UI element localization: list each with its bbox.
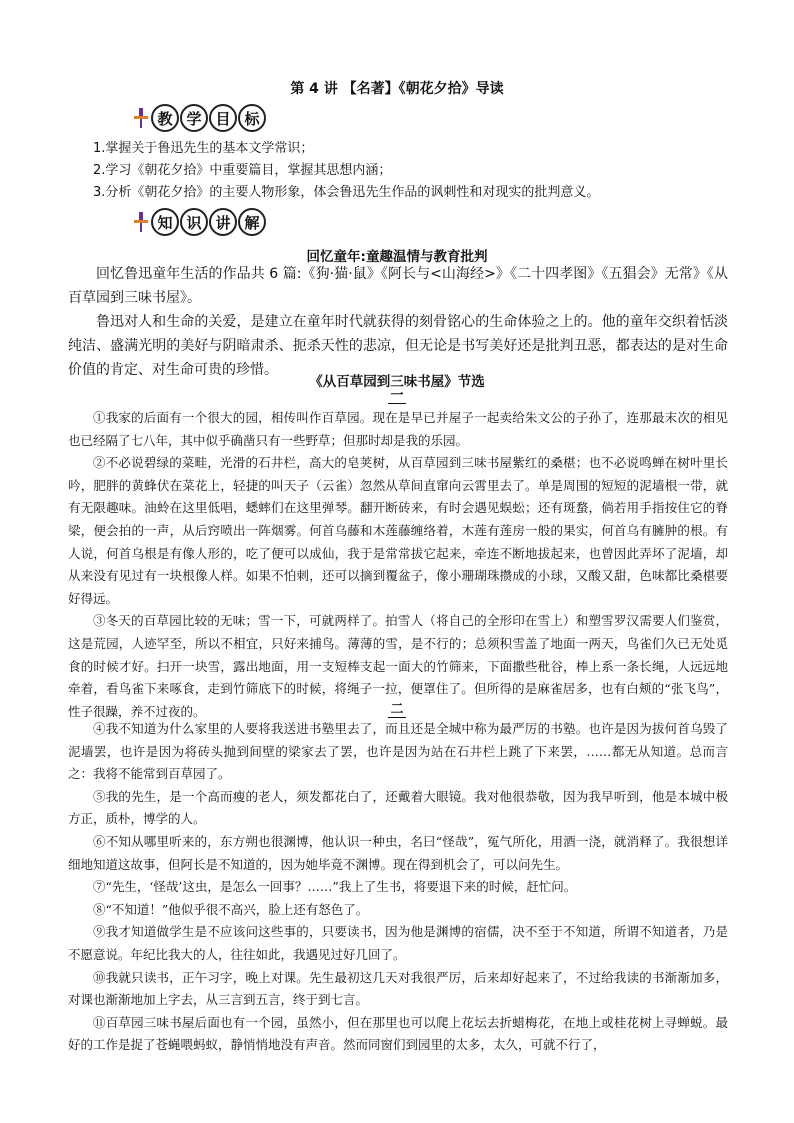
lecture-title: 第 4 讲 【名著】《朝花夕拾》导读: [290, 81, 504, 97]
excerpt-paragraph: ⑩我就只读书，正午习字，晚上对课。先生最初这几天对我很严厉，后来却好起来了，不过给我读的书渐渐加多，对课也渐渐地加上字去，从三言到五言，终于到七言。: [68, 969, 728, 1008]
excerpt-part-two: [68, 718, 728, 1057]
excerpt-paragraph: ⑥不知从哪里听来的，东方朔也很渊博，他认识一种虫，名曰“怪哉”，冤气所化，用酒一浇，就消释了。我很想详细地知道这故事，但阿长是不知道的，因为她毕竟不渊博。现在得到机会了，可以问先生。: [68, 833, 728, 872]
objective-item: 3.分析《朝花夕拾》的主要人物形象，体会鲁迅先生作品的讽刺性和对现实的批判意义。: [93, 185, 600, 200]
banner-char: 教: [151, 104, 179, 132]
objective-item: 2.学习《朝花夕拾》中重要篇目，掌握其思想内涵；: [93, 163, 392, 178]
intro-paragraph: 回忆鲁迅童年生活的作品共 6 篇:《狗·猫·鼠》《阿长与<山海经>》《二十四孝图》《五猖会》无常》《从百草园到三味书屋》。: [68, 266, 728, 306]
banner-knowledge: [134, 207, 267, 237]
excerpt-paragraph: ③冬天的百草园比较的无味；雪一下，可就两样了。拍雪人（将自己的全形印在雪上）和塑雪罗汉需要人们鉴赏，这是荒园，人迹罕至，所以不相宜，只好来捕鸟。薄薄的雪，是不行的；总须积雪盖了地面一两天，鸟雀们久已无处觅食的时候才好。扫开一块雪，露出地面，用一支短棒支起一面大的竹筛来，下面撒些秕谷，棒上系一条长绳，人远远地牵着，看鸟雀下来啄食，走到竹筛底下的时候，将绳子一拉，便罩住了。但所得的是麻雀居多，也有白颊的“张飞鸟”，性子很躁，养不过夜的。: [68, 613, 728, 719]
excerpt-paragraph: ④我不知道为什么家里的人要将我送进书塾里去了，而且还是全城中称为最严厉的书塾。也许是因为拔何首乌毁了泥墙罢，也许是因为将砖头抛到间壁的梁家去了罢，也许是因为站在石井栏上跳了下来罢，……都无从知道。总而言之：我将不能常到百草园了。: [68, 721, 728, 782]
excerpt-paragraph: ⑪百草园三味书屋后面也有一个园，虽然小，但在那里也可以爬上花坛去折蜡梅花，在地上或桂花树上寻蝉蜕。最好的工作是捉了苍蝇喂蚂蚁，静悄悄地没有声音。然而同窗们到园里的太多，太久，可就不行了，: [68, 1014, 728, 1053]
excerpt-paragraph: ⑦“先生，‘怪哉’这虫，是怎么一回事？……”我上了生书，将要退下来的时候，赶忙问。: [93, 879, 577, 895]
banner-char: 知: [151, 208, 179, 236]
pushpin-icon: [134, 212, 148, 232]
objective-item: 1.掌握关于鲁迅先生的基本文学常识；: [93, 141, 314, 156]
part-one-number: 一: [390, 388, 404, 403]
intro-paragraph: 鲁迅对人和生命的关爱，是建立在童年时代就获得的刻骨铭心的生命体验之上的。他的童年交织着恬淡纯洁、盛满光明的美好与阴暗肃杀、扼杀天性的悲凉，但无论是书写美好还是批判丑恶，都表达的是对生命价值的肯定、对生命可贵的珍惜。: [68, 314, 728, 378]
excerpt-paragraph: ⑨我才知道做学生是不应该问这些事的，只要读书，因为他是渊博的宿儒，决不至于不知道，所谓不知道者，乃是不愿意说。年纪比我大的人，往往如此，我遇见过好几回了。: [68, 924, 728, 962]
excerpt-part-one: [68, 407, 728, 723]
intro-text: [68, 262, 728, 382]
part-two-label: [0, 702, 794, 718]
banner-char: 目: [209, 104, 237, 132]
banner-char: 标: [238, 104, 266, 132]
banner-teaching-goals: [134, 103, 267, 133]
banner-char: 讲: [209, 208, 237, 236]
section-title: 回忆童年:童趣温情与教育批判: [306, 249, 488, 265]
excerpt-paragraph: ⑤我的先生，是一个高而瘦的老人，须发都花白了，还戴着大眼镜。我对他很恭敬，因为我早听到，他是本城中极方正，质朴，博学的人。: [68, 788, 728, 827]
part-one-label: [0, 388, 794, 404]
excerpt-paragraph: ①我家的后面有一个很大的园，相传叫作百草园。现在是早已并屋子一起卖给朱文公的子孙了，连那最末次的相见也已经隔了七八年，其中似乎确凿只有一些野草；但那时却是我的乐园。: [68, 410, 728, 448]
excerpt-paragraph: ②不必说碧绿的菜畦，光滑的石井栏，高大的皂荚树，从百草园到三味书屋紫红的桑椹；也不必说鸣蝉在树叶里长吟，肥胖的黄蜂伏在菜花上，轻捷的叫天子（云雀）忽然从草间直窜向云霄里去了。单是周围的短短的泥墙根一带，就有无限趣味。油蛉在这里低唱，蟋蟀们在这里弹琴。翻开断砖来，有时会遇见蜈蚣；还有斑蝥，倘若用手指按住它的脊梁，便会拍的一声，从后窍喷出一阵烟雾。何首乌藤和木莲藤缠络着，木莲有莲房一般的果实，何首乌有臃肿的根。有人说，何首乌根是有像人形的，吃了便可以成仙，我于是常常拔它起来，牵连不断地拔起来，也曾因此弄坏了泥墙，却从来没有见过有一块根像人样。如果不怕刺，还可以摘到覆盆子，像小珊瑚珠攒成的小球，又酸又甜，色味都比桑椹要好得远。: [68, 455, 728, 606]
excerpt-title: 《从百草园到三味书屋》节选: [309, 374, 485, 390]
banner-char: 识: [180, 208, 208, 236]
part-two-number: 二: [390, 702, 404, 717]
excerpt-paragraph: ⑧“不知道！”他似乎很不高兴，脸上还有怒色了。: [93, 901, 369, 917]
pushpin-icon: [134, 108, 148, 128]
banner-char: 学: [180, 104, 208, 132]
objectives-list: [93, 138, 599, 204]
banner-char: 解: [238, 208, 266, 236]
